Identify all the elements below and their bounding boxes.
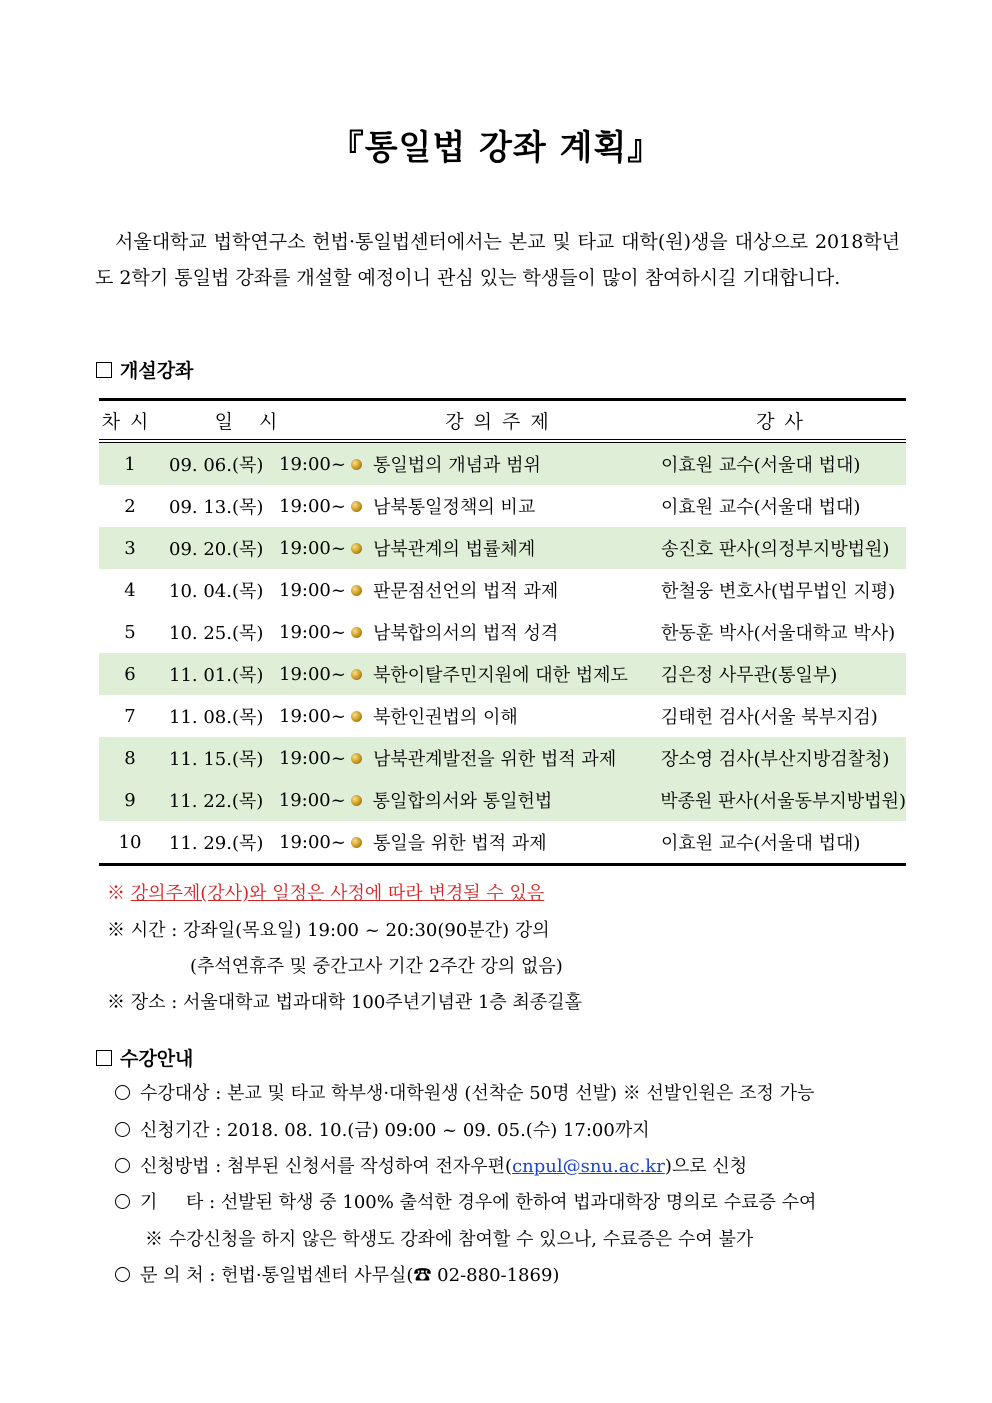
guide-contact — [115, 1261, 559, 1287]
row-lecturer: 이효원 교수(서울대 법대) — [661, 833, 861, 854]
row-time: 19:00~ — [279, 705, 346, 727]
bullet-icon — [351, 585, 362, 596]
guide-method-pre: 신청방법 : 첨부된 신청서를 작성하여 전자우편( — [140, 1156, 513, 1177]
row-date: 10. 04.(목) — [169, 581, 264, 602]
topic-text: 남북관계발전을 위한 법적 과제 — [373, 749, 617, 770]
notice-mark: ※ — [107, 883, 125, 904]
row-date: 10. 25.(목) — [169, 623, 264, 644]
row-lecturer: 한철웅 변호사(법무법인 지평) — [661, 581, 896, 602]
bullet-icon — [351, 711, 362, 722]
place-note: ※ 장소 : 서울대학교 법과대학 100주년기념관 1층 최종길홀 — [107, 992, 583, 1013]
table-row — [99, 779, 906, 821]
row-date: 11. 01.(목) — [169, 665, 264, 686]
row-lecturer: 이효원 교수(서울대 법대) — [661, 455, 861, 476]
guide-etc-note: ※ 수강신청을 하지 않은 학생도 강좌에 참여할 수 있으나, 수료증은 수여 불가 — [145, 1229, 754, 1250]
table-row — [99, 485, 906, 527]
topic-text: 통일을 위한 법적 과제 — [373, 833, 547, 854]
circle-bullet-icon — [115, 1194, 130, 1209]
row-time: 19:00~ — [279, 663, 346, 685]
header-topic: 강의주제 — [445, 410, 559, 433]
row-no: 2 — [124, 495, 136, 517]
row-no: 1 — [124, 453, 136, 475]
row-lecturer: 김태헌 검사(서울 북부지검) — [661, 707, 878, 728]
row-lecturer: 박종원 판사(서울동부지방법원) — [660, 791, 906, 812]
topic-text: 통일합의서와 통일헌법 — [372, 791, 553, 812]
row-date: 09. 13.(목) — [169, 497, 264, 518]
row-topic — [351, 451, 661, 477]
row-topic — [351, 619, 661, 645]
guide-period — [115, 1116, 650, 1142]
row-no: 5 — [124, 621, 136, 643]
table-row — [99, 611, 906, 653]
bullet-icon — [351, 543, 362, 554]
row-time: 19:00~ — [279, 495, 346, 517]
guide-period-text: 신청기간 : 2018. 08. 10.(금) 09:00 ~ 09. 05.(수) 17:00까지 — [140, 1120, 650, 1141]
page-title: 『통일법 강좌 계획』 — [329, 128, 663, 168]
topic-text: 남북통일정책의 비교 — [373, 497, 536, 518]
email-link[interactable]: cnpul@snu.ac.kr — [512, 1156, 665, 1177]
row-no: 8 — [124, 747, 136, 769]
guide-contact-text: 문 의 처 : 헌법·통일법센터 사무실(☎ 02-880-1869) — [140, 1265, 560, 1286]
checkbox-icon — [96, 362, 112, 378]
row-topic — [351, 787, 661, 813]
row-no: 9 — [124, 789, 136, 811]
section-label: 수강안내 — [120, 1048, 194, 1070]
row-topic — [351, 493, 661, 519]
row-no: 10 — [118, 831, 142, 853]
table-row — [99, 737, 906, 779]
row-lecturer: 이효원 교수(서울대 법대) — [661, 497, 861, 518]
topic-text: 북한인권법의 이해 — [373, 707, 518, 728]
table-body — [99, 443, 906, 863]
intro-text: 서울대학교 법학연구소 헌법·통일법센터에서는 본교 및 타교 대학(원)생을 대상으로 2018학년도 2학기 통일법 강좌를 개설할 예정이니 관심 있는 학생들이 많이 참여하시길 기대합니다. — [95, 231, 900, 289]
row-time: 19:00~ — [278, 789, 346, 811]
header-no: 차시 — [101, 410, 159, 433]
topic-text: 북한이탈주민지원에 대한 법제도 — [373, 665, 628, 686]
row-time: 19:00~ — [279, 747, 346, 769]
table-row — [99, 695, 906, 737]
section-heading-guide — [96, 1044, 193, 1071]
guide-method-post: )으로 신청 — [664, 1156, 748, 1177]
row-topic — [351, 535, 661, 561]
change-notice — [107, 879, 544, 905]
circle-bullet-icon — [115, 1158, 130, 1173]
bullet-icon — [351, 627, 362, 638]
time-subnote: (추석연휴주 및 중간고사 기간 2주간 강의 없음) — [190, 956, 563, 977]
row-no: 3 — [124, 537, 136, 559]
notice-text: 강의주제(강사)와 일정은 사정에 따라 변경될 수 있음 — [130, 883, 545, 904]
row-no: 7 — [124, 705, 136, 727]
table-row — [99, 569, 906, 611]
row-date: 11. 29.(목) — [169, 833, 264, 854]
guide-target-text: 수강대상 : 본교 및 타교 학부생·대학원생 (선착순 50명 선발) ※ 선발인원은 조정 가능 — [140, 1083, 815, 1104]
topic-text: 통일법의 개념과 범위 — [373, 455, 541, 476]
bullet-icon — [351, 837, 362, 848]
checkbox-icon — [96, 1050, 112, 1066]
header-date: 일 시 — [214, 410, 288, 433]
circle-bullet-icon — [115, 1122, 130, 1137]
row-date: 11. 08.(목) — [169, 707, 264, 728]
row-date: 09. 20.(목) — [169, 539, 264, 560]
section-label: 개설강좌 — [120, 360, 194, 382]
row-topic — [351, 745, 661, 771]
guide-etc — [115, 1188, 816, 1214]
row-topic — [351, 829, 661, 855]
row-date: 11. 15.(목) — [169, 749, 264, 770]
section-heading-courses — [96, 356, 193, 383]
guide-etc-text: 기 타 : 선발된 학생 중 100% 출석한 경우에 한하여 법과대학장 명의로 수료증 수여 — [140, 1192, 817, 1213]
intro-paragraph — [95, 224, 900, 296]
row-topic — [351, 577, 661, 603]
table-header — [99, 401, 906, 440]
guide-target — [115, 1079, 814, 1105]
row-lecturer: 한동훈 박사(서울대학교 박사) — [661, 623, 896, 644]
row-time: 19:00~ — [279, 537, 346, 559]
table-row — [99, 527, 906, 569]
topic-text: 남북관계의 법률체계 — [373, 539, 536, 560]
table-row — [99, 821, 906, 863]
row-lecturer: 송진호 판사(의정부지방법원) — [661, 539, 890, 560]
row-topic — [351, 661, 661, 687]
row-time: 19:00~ — [279, 579, 346, 601]
bullet-icon — [351, 669, 362, 680]
guide-method — [115, 1152, 747, 1178]
bullet-icon — [351, 795, 362, 806]
row-time: 19:00~ — [279, 831, 346, 853]
topic-text: 남북합의서의 법적 성격 — [373, 623, 559, 644]
bullet-icon — [351, 459, 362, 470]
bullet-icon — [351, 753, 362, 764]
circle-bullet-icon — [115, 1267, 130, 1282]
row-date: 09. 06.(목) — [169, 455, 264, 476]
row-lecturer: 김은정 사무관(통일부) — [661, 665, 838, 686]
row-time: 19:00~ — [279, 453, 346, 475]
circle-bullet-icon — [115, 1085, 130, 1100]
table-row — [99, 443, 906, 485]
row-time: 19:00~ — [279, 621, 346, 643]
row-lecturer: 장소영 검사(부산지방검찰청) — [661, 749, 890, 770]
topic-text: 판문점선언의 법적 과제 — [373, 581, 559, 602]
time-note: ※ 시간 : 강좌일(목요일) 19:00 ~ 20:30(90분간) 강의 — [107, 920, 550, 941]
row-no: 4 — [124, 579, 136, 601]
course-table — [99, 398, 906, 866]
row-topic — [351, 703, 661, 729]
table-row — [99, 653, 906, 695]
row-no: 6 — [124, 663, 136, 685]
header-lecturer: 강사 — [756, 410, 813, 433]
row-date: 11. 22.(목) — [168, 791, 264, 812]
bullet-icon — [351, 501, 362, 512]
